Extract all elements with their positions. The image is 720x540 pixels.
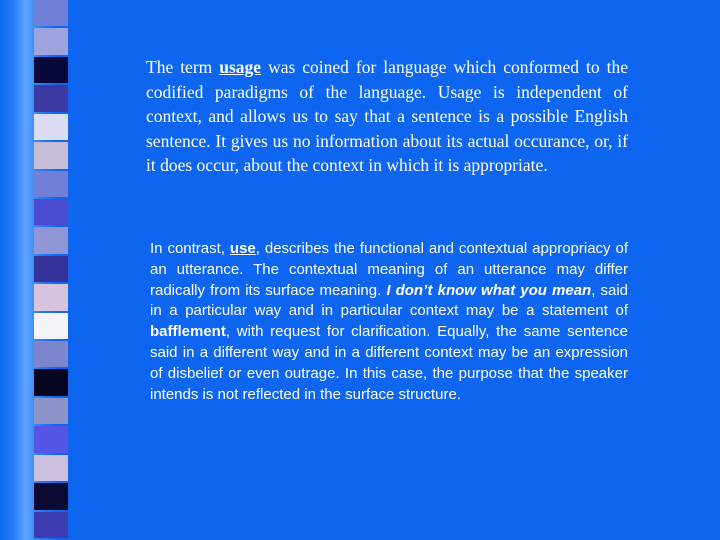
decorative-square <box>34 341 68 367</box>
decorative-square <box>34 28 68 54</box>
use-body-text-2: , said in a particular way and in particular context may be a statement of <box>150 281 628 320</box>
decorative-square <box>34 455 68 481</box>
example-phrase: I don’t know what you mean <box>386 281 592 299</box>
bafflement-word: bafflement <box>150 323 226 341</box>
decorative-square <box>34 142 68 168</box>
use-paragraph <box>150 239 628 405</box>
decorative-square <box>34 398 68 424</box>
decorative-square <box>34 284 68 310</box>
decorative-square <box>34 369 68 395</box>
use-body-text-1: , describes the functional and contextual appropriacy of an utterance. The contextual meaning of an utterance may differ radically from its surface meaning. <box>150 240 628 299</box>
decorative-square <box>34 256 68 282</box>
decorative-square <box>34 426 68 452</box>
usage-intro-text: The term <box>146 57 220 77</box>
usage-keyword: usage <box>219 57 262 77</box>
usage-body-text: was coined for language which conformed to the codified paradigms of the language. Usage is independent of context, and allows us to say that a sentence is a possible English sentence. It gives us no information about its actual occurance, or, if it does occur, about the context in which it is appropriate. <box>146 57 628 176</box>
decorative-square <box>34 199 68 225</box>
decorative-square <box>34 114 68 140</box>
decorative-square <box>34 0 68 26</box>
use-body-text-3: , with request for clarification. Equally, the same sentence said in a different way and in a different context may be an expression of disbelief or even outrage. In this case, the purpose that the speaker intends is not reflected in the surface structure. <box>150 323 628 403</box>
decorative-square-column <box>34 0 68 540</box>
decorative-square <box>34 313 68 339</box>
decorative-square <box>34 171 68 197</box>
decorative-square <box>34 512 68 538</box>
usage-paragraph <box>146 55 628 178</box>
use-intro-text: In contrast, <box>150 240 230 257</box>
decorative-square <box>34 85 68 111</box>
decorative-square <box>34 483 68 509</box>
use-keyword: use <box>229 240 256 257</box>
decorative-square <box>34 57 68 83</box>
decorative-square <box>34 227 68 253</box>
